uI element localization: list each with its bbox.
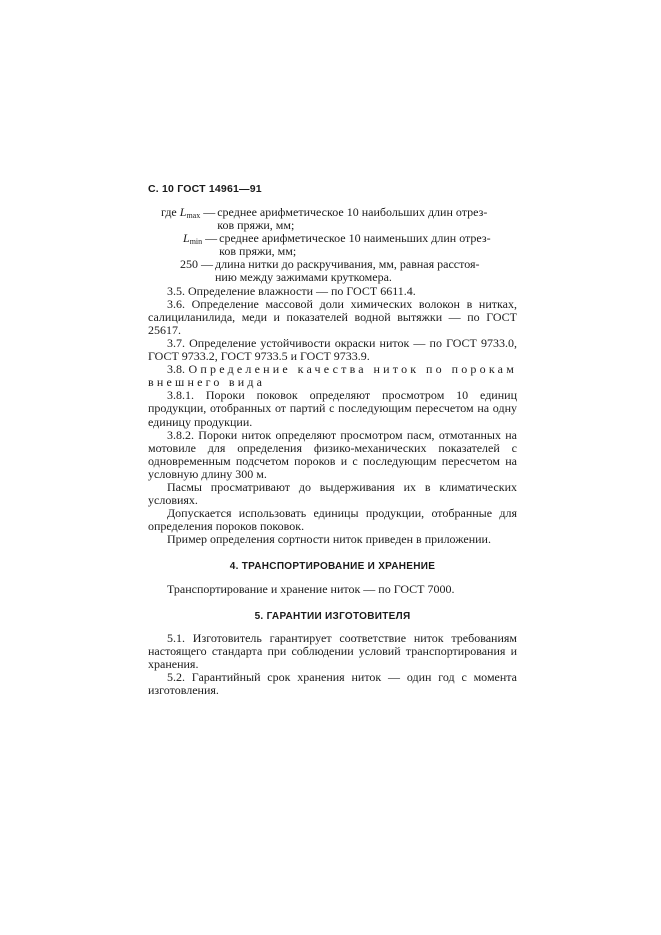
symbol-250: 250 (180, 257, 198, 272)
paragraph-3-8 (148, 363, 517, 389)
definition-lmax (148, 206, 517, 232)
paragraph-pasmy: Пасмы просматривают до выдерживания их в климатических условиях. (148, 479, 517, 508)
paragraph-3-7: 3.7. Определение устойчивости окраски ниток — по ГОСТ 9733.0, ГОСТ 9733.2, ГОСТ 9733.5 и ГОСТ 9733.9. (148, 335, 517, 364)
paragraph-5-1: 5.1. Изготовитель гарантирует соответствие ниток требованиям настоящего стандарта при соблюдении условий транспортирования и хранения. (148, 630, 517, 671)
definition-text-line2: ков пряжи, мм; (217, 218, 295, 233)
definition-dash: — (200, 205, 216, 219)
paragraph-4-text: Транспортирование и хранение ниток — по ГОСТ 7000. (167, 581, 455, 596)
subscript-min: min (189, 237, 203, 247)
definition-lmin (148, 232, 517, 258)
paragraph-dopuskaetsya: Допускается использовать единицы продукции, отобранные для определения пороков поковок. (148, 506, 517, 534)
paragraph-3-8-heading: Определение качества ниток по порокам внешнего вида (148, 362, 517, 390)
section-5-title: 5. ГАРАНТИИ ИЗГОТОВИТЕЛЯ (254, 610, 411, 622)
definition-dash: — (198, 257, 213, 272)
definition-text-line1: длина нитки до раскручивания, мм, равная расстоя- (215, 257, 480, 272)
definition-prefix: где (161, 205, 180, 219)
paragraph-primer: Пример определения сортности ниток приведен в приложении. (167, 532, 491, 547)
symbol-l: L (183, 231, 190, 246)
paragraph-3-5: 3.5. Определение влажности — по ГОСТ 6611.4. (167, 283, 416, 298)
symbol-l: L (179, 205, 187, 219)
page-header: С. 10 ГОСТ 14961—91 (148, 183, 262, 195)
definition-text-line1: среднее арифметическое 10 наименьших длин отрез- (219, 231, 491, 246)
definition-text-line1: среднее арифметическое 10 наибольших длин отрез- (217, 205, 488, 219)
definition-text-line2: нию между зажимами круткомера. (215, 270, 392, 285)
paragraph-3-8-2: 3.8.2. Пороки ниток определяют просмотром пасм, отмотанных на мотовиле для определения физико-механических показателей с одновременным подсчетом пороков и с последующим пересчетом на условную длину 300 м. (148, 427, 517, 481)
paragraph-3-8-1: 3.8.1. Пороки поковок определяют просмотром 10 единиц продукции, отобранных от партий с последующим пересчетом на одну единицу продукции. (148, 388, 517, 429)
definition-text-line2: ков пряжи, мм; (219, 244, 297, 259)
document-body (148, 206, 517, 697)
definition-250 (148, 258, 517, 284)
paragraph-3-6: 3.6. Определение массовой доли химических волокон в нитках, салициланилида, меди и показателей водной вытяжки — по ГОСТ 25617. (148, 296, 517, 337)
definition-dash: — (202, 231, 218, 246)
paragraph-3-8-number: 3.8. (167, 362, 185, 377)
paragraph-5-2: 5.2. Гарантийный срок хранения ниток — один год с момента изготовления. (148, 670, 517, 698)
subscript-max: max (186, 211, 201, 220)
section-4-title: 4. ТРАНСПОРТИРОВАНИЕ И ХРАНЕНИЕ (229, 561, 436, 573)
